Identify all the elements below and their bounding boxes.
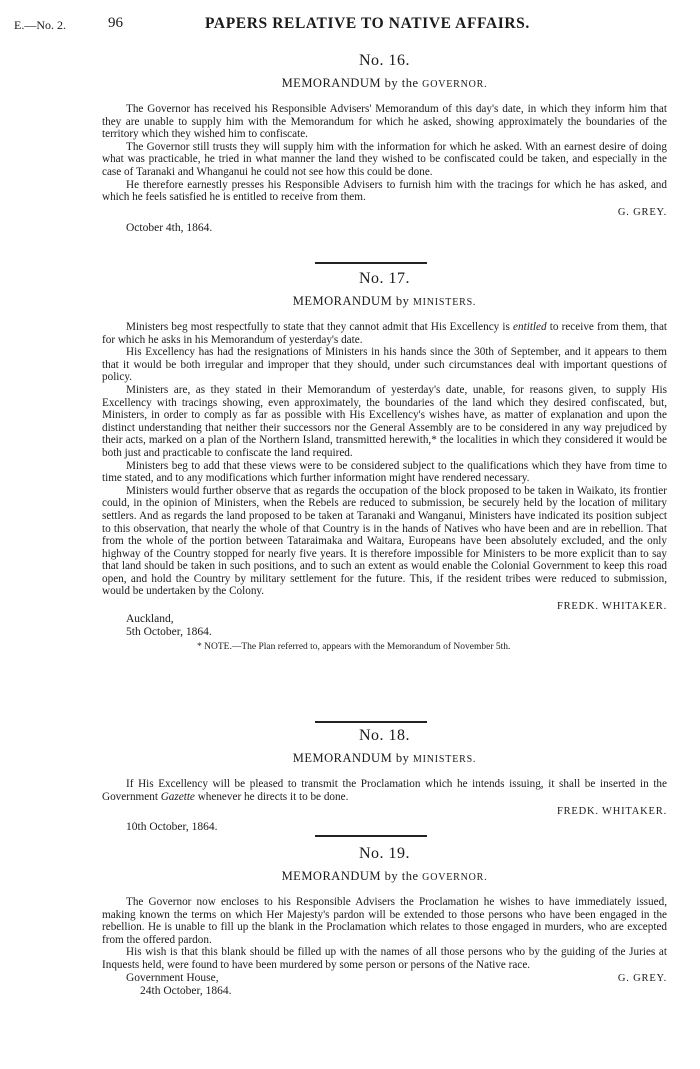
memo-title: MEMORANDUM by the GOVERNOR. <box>281 869 488 883</box>
paragraph: Ministers would further observe that as regards the occupation of the block proposed to be taken in Waikato, its frontier could, in the opinion of Ministers, when the Rebels are reduced to submission, be securely held by the location of military settlers. And as regards the land proposed to be taken at Taranaki and Wanganui, Ministers have indicated its position subject to this observation, that nearly the whole of that Country is in the hands of Natives who have been and are in rebellion. That from the whole of the portion between Tataraimaka and Waitara, Europeans have been absolutely excluded, and the only highway of the Country stopped for nearly five years. It is therefore impossible for Ministers to be more explicit than to say that land should be taken in such positions, and to such an extent as would enable the Colonial Government to keep this road open, and hold the Country by military settlement for the future. This, if the resident tribes were reduced to submission, would be undertaken by the Colony. <box>102 484 667 598</box>
page-number: 96 <box>108 15 123 31</box>
memo-place: Government House, <box>126 971 219 984</box>
paragraph: If His Excellency will be pleased to transmit the Proclamation which he intends issuing, it shall be inserted in the Government Gazette whenever he directs it to be done. <box>102 778 667 803</box>
footnote: * NOTE.—The Plan referred to, appears with the Memorandum of November 5th. <box>197 642 511 653</box>
memo-no-18 <box>102 727 667 834</box>
memo-date: 10th October, 1864. <box>126 821 218 834</box>
memo-date: 24th October, 1864. <box>140 984 232 997</box>
memo-date: 5th October, 1864. <box>126 625 212 638</box>
paragraph: The Governor has received his Responsible Advisers' Memorandum of this day's date, in which they inform him that they are unable to supply him with the Memorandum for which he asked, showing approximately the boundaries of the territory which they wished him to confiscate. <box>102 103 667 141</box>
memo-number: No. 17. <box>358 270 411 287</box>
signature: G. GREY. <box>617 972 667 984</box>
paragraph: His wish is that this blank should be filled up with the names of all those persons who by the guiding of the Juries at Inquests held, were found to have been murdered by some person or persons of the Native race. <box>102 946 667 971</box>
memo-title: MEMORANDUM by the GOVERNOR. <box>281 76 488 90</box>
memo-title: MEMORANDUM by MINISTERS. <box>292 294 477 308</box>
paragraph: He therefore earnestly presses his Responsible Advisers to furnish him with the tracings for which he has asked, and which he feels satisfied he is entitled to receive from them. <box>102 178 667 204</box>
page-header <box>0 14 700 36</box>
paper-reference: E.—No. 2. <box>14 18 66 32</box>
signature: FREDK. WHITAKER. <box>556 806 667 818</box>
paragraph: The Governor still trusts they will supply him with the information for which he asked. With an earnest desire of doing what was practicable, he tried in what manner the land they wished to be confiscated could be taken, and especially in the case of Taranaki and Whanganui he could not see how this could be done. <box>102 140 667 178</box>
section-divider <box>315 835 427 837</box>
section-divider <box>315 721 427 723</box>
memo-no-19 <box>102 845 667 997</box>
memo-number: No. 19. <box>358 845 411 862</box>
paragraph: Ministers are, as they stated in their Memorandum of yesterday's date, unable, for reasons given, to supply His Excellency with tracings showing, even approximately, the boundaries of the land which they desired confiscated, but, Ministers, in order to comply as far as possible with His Excellency's wishes have, as matter of explanation and upon the distinct understanding that neither their successors nor the General Assembly are to be considered in any way prejudiced by their acts, marked on a plan of the Northern Island, transmitted herewith,* the localities in which they considered it would be both just and practicable to confiscate the land required. <box>102 383 667 459</box>
memo-no-16 <box>102 52 667 235</box>
signature: FREDK. WHITAKER. <box>556 601 667 613</box>
memo-place: Auckland, <box>126 613 174 626</box>
memo-number: No. 18. <box>358 727 411 744</box>
paragraph: The Governor now encloses to his Responsible Advisers the Proclamation he wishes to have immediately issued, making known the terms on which Her Majesty's pardon will be extended to those persons who have been engaged in the rebellion. He is unable to fill up the blank in the Proclamation which relates to those engaged in murders, who are excepted from the offered pardon. <box>102 896 667 946</box>
paragraph: Ministers beg most respectfully to state that they cannot admit that His Excellency is entitled to receive from them, that for which he asks in his Memorandum of yesterday's date. <box>102 321 668 346</box>
memo-no-17 <box>102 270 667 652</box>
memo-number: No. 16. <box>358 52 411 69</box>
signature: G. GREY. <box>617 206 667 218</box>
paragraph: His Excellency has had the resignations of Ministers in his hands since the 30th of September, and it appears to them that it would be both irregular and improper that they should, under such circumstances deal with important questions of policy. <box>102 346 667 384</box>
memo-date: October 4th, 1864. <box>126 221 213 234</box>
paragraph: Ministers beg to add that these views were to be considered subject to the qualifications which they have from time to time stated, and to any modifications which further information might have rendered necessary. <box>102 459 667 485</box>
running-title: PAPERS RELATIVE TO NATIVE AFFAIRS. <box>205 15 530 32</box>
section-divider <box>315 262 427 264</box>
memo-title: MEMORANDUM by MINISTERS. <box>292 751 477 765</box>
